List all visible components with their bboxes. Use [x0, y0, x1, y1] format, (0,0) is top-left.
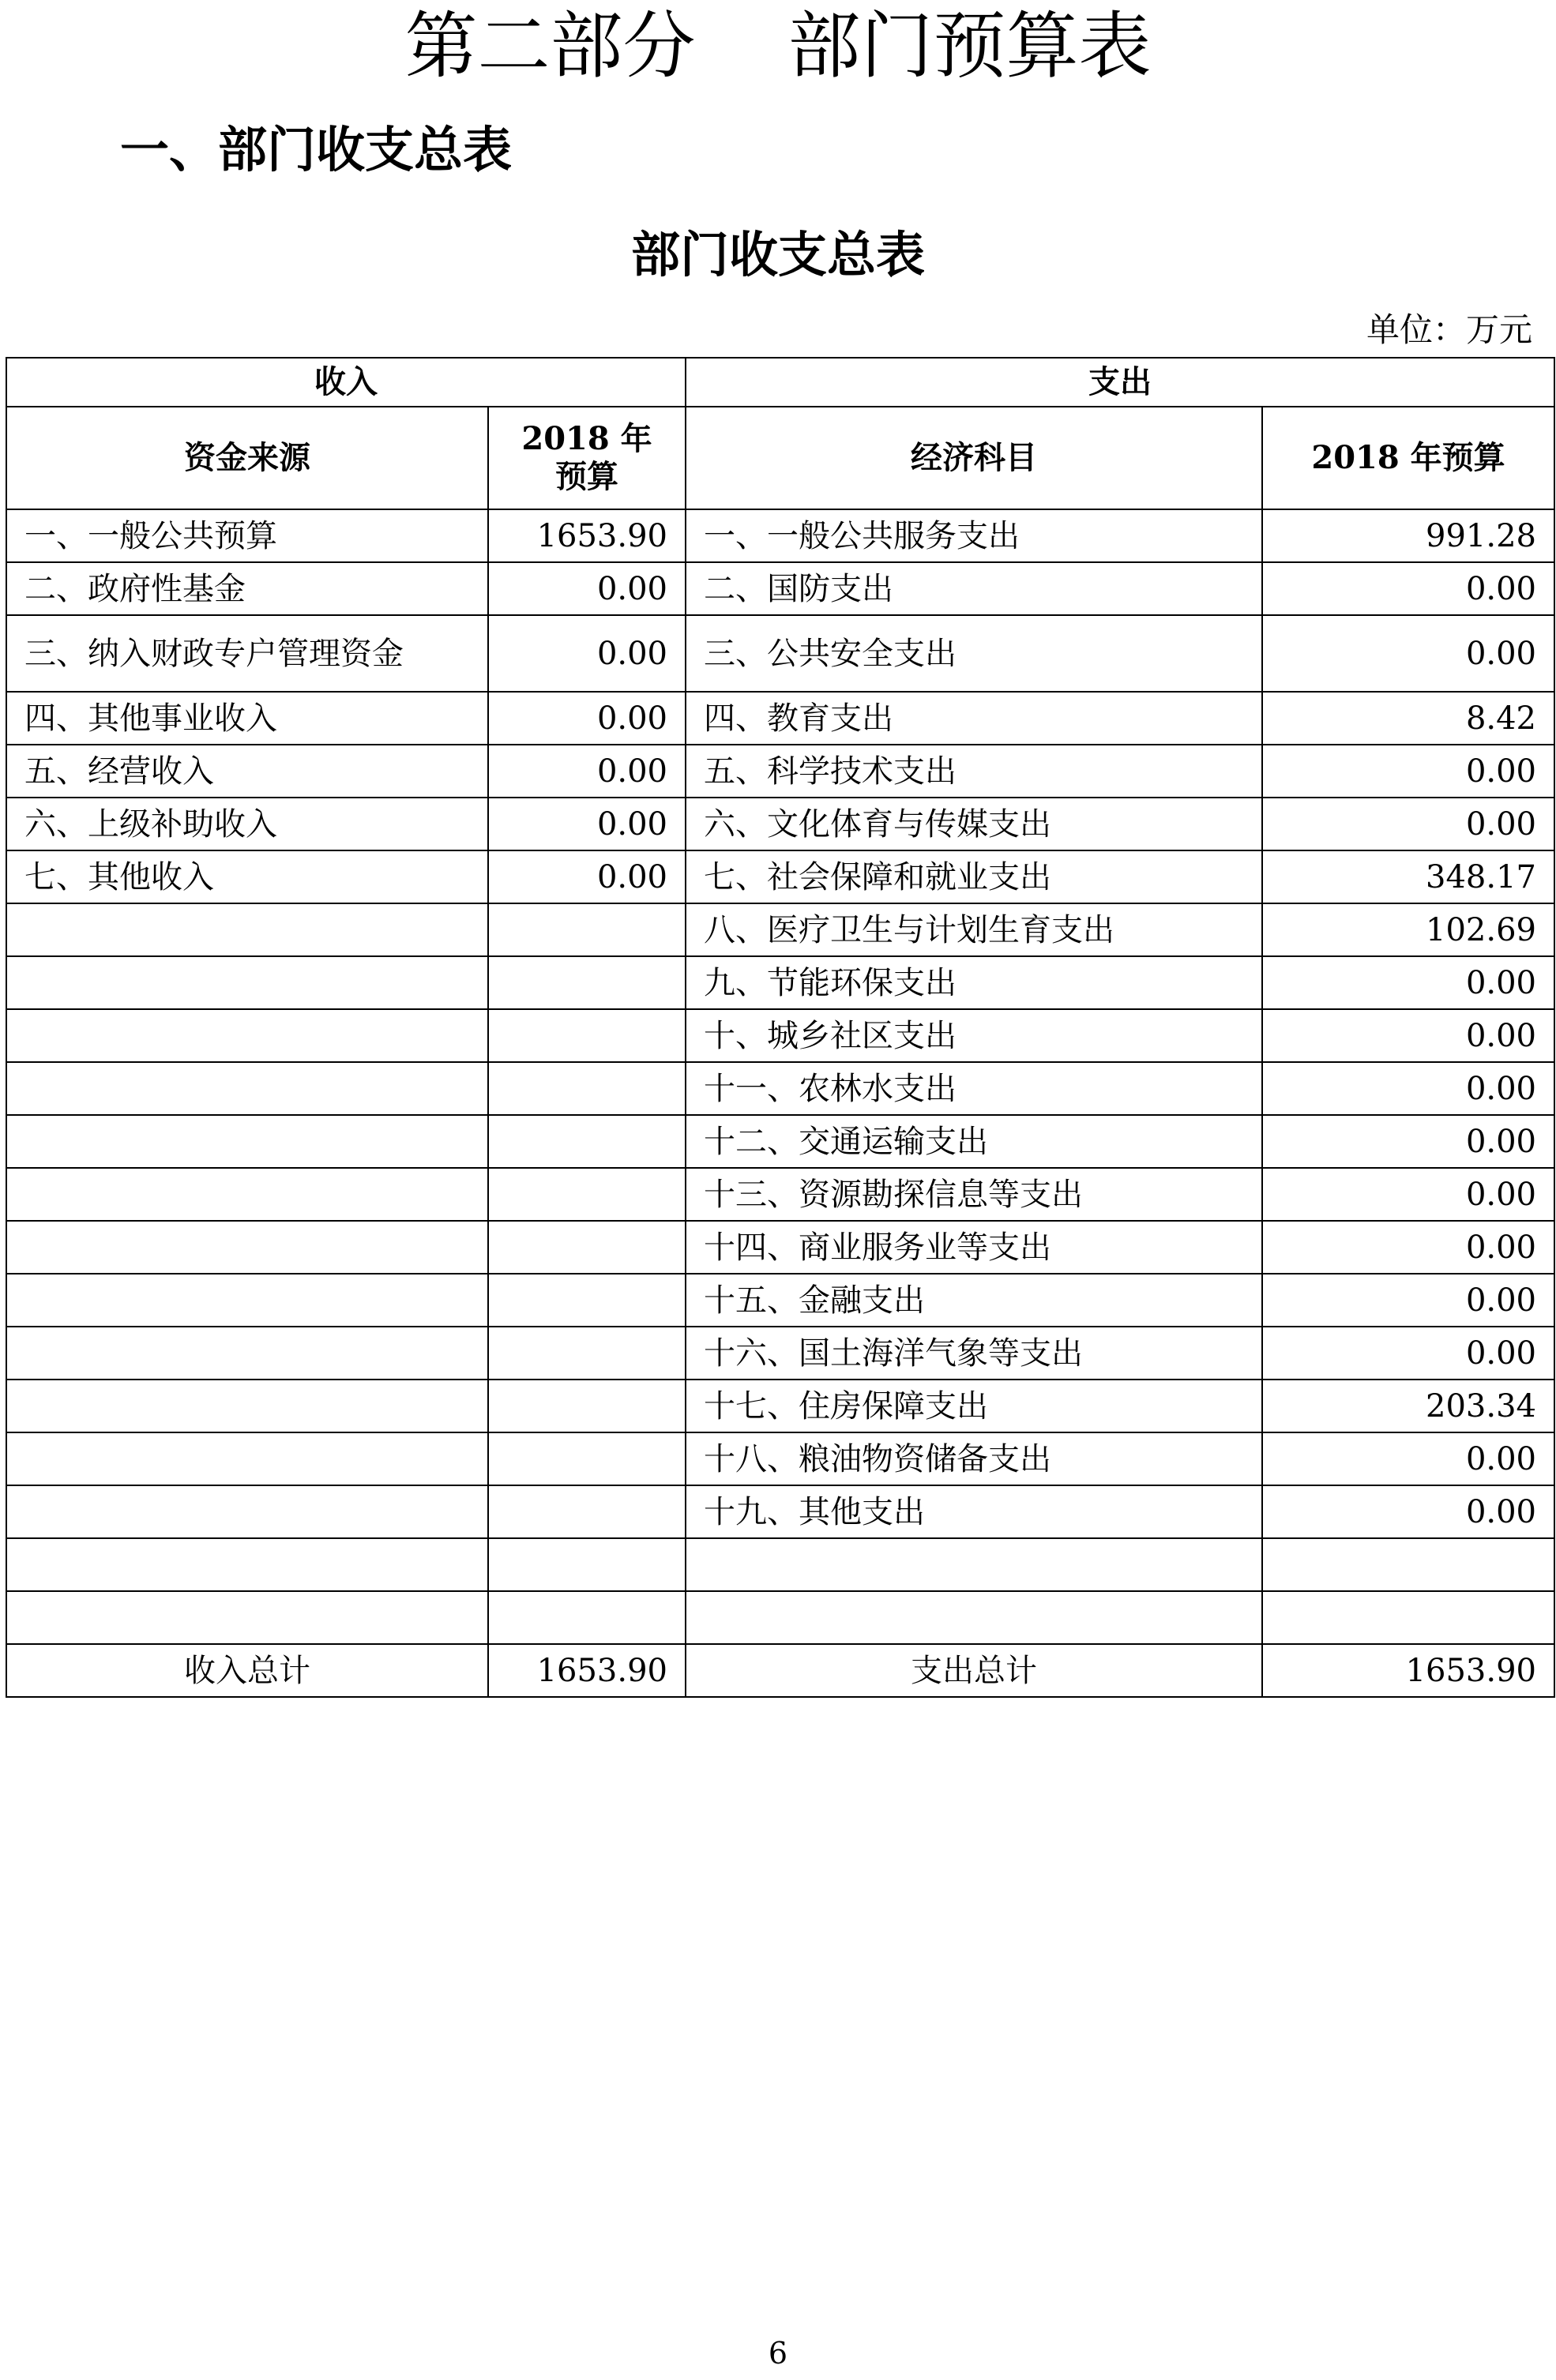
income-value-cell: 0.00 [488, 850, 686, 903]
income-value-cell [488, 1062, 686, 1115]
expense-label-cell: 十、城乡社区支出 [686, 1009, 1262, 1062]
income-label-cell [6, 1009, 488, 1062]
income-value-cell [488, 1432, 686, 1485]
expense-value-cell: 991.28 [1262, 509, 1554, 562]
table-title: 部门收支总表 [630, 226, 925, 283]
expense-value-cell: 0.00 [1262, 1485, 1554, 1538]
table-row [6, 509, 1554, 562]
income-value-cell: 0.00 [488, 615, 686, 692]
income-value-cell [488, 1380, 686, 1432]
expense-label-cell: 十九、其他支出 [686, 1485, 1262, 1538]
table-row [6, 1327, 1554, 1380]
expense-label-cell: 三、公共安全支出 [686, 615, 1262, 692]
income-budget-header: 2018 年预算 [488, 407, 686, 509]
table-row [6, 692, 1554, 745]
table-row [6, 615, 1554, 692]
expense-label-cell [686, 1591, 1262, 1644]
expense-value-cell: 0.00 [1262, 798, 1554, 850]
income-source-header: 资金来源 [6, 407, 488, 509]
expense-value-cell: 102.69 [1262, 903, 1554, 956]
income-label-cell [6, 1485, 488, 1538]
expense-value-cell: 8.42 [1262, 692, 1554, 745]
expense-total-label: 支出总计 [686, 1644, 1262, 1697]
expense-value-cell: 0.00 [1262, 1221, 1554, 1274]
expense-label-cell: 九、节能环保支出 [686, 956, 1262, 1009]
income-label-cell [6, 1432, 488, 1485]
expense-value-cell: 0.00 [1262, 615, 1554, 692]
expense-label-cell: 十二、交通运输支出 [686, 1115, 1262, 1168]
income-label-cell [6, 1274, 488, 1327]
income-label-cell: 五、经营收入 [6, 745, 488, 798]
income-value-cell [488, 956, 686, 1009]
income-label-cell: 六、上级补助收入 [6, 798, 488, 850]
income-value-cell [488, 1538, 686, 1591]
page-number: 6 [768, 2336, 788, 2371]
table-row [6, 1168, 1554, 1221]
income-label-cell [6, 1380, 488, 1432]
expense-value-cell [1262, 1591, 1554, 1644]
expense-value-cell: 0.00 [1262, 745, 1554, 798]
expense-value-cell [1262, 1538, 1554, 1591]
table-group-header-row [6, 358, 1554, 407]
income-value-cell [488, 1221, 686, 1274]
table-row [6, 903, 1554, 956]
income-value-cell [488, 1168, 686, 1221]
income-value-cell: 0.00 [488, 562, 686, 615]
expense-value-cell: 0.00 [1262, 1327, 1554, 1380]
expense-value-cell: 0.00 [1262, 956, 1554, 1009]
expense-value-cell: 0.00 [1262, 562, 1554, 615]
table-row [6, 1380, 1554, 1432]
table-body [6, 509, 1554, 1644]
expense-label-cell: 一、一般公共服务支出 [686, 509, 1262, 562]
income-total-label: 收入总计 [6, 1644, 488, 1697]
expense-label-cell: 十一、农林水支出 [686, 1062, 1262, 1115]
income-label-cell [6, 1538, 488, 1591]
expense-value-cell: 0.00 [1262, 1115, 1554, 1168]
expense-label-cell: 十七、住房保障支出 [686, 1380, 1262, 1432]
income-label-cell [6, 1221, 488, 1274]
income-value-cell [488, 1274, 686, 1327]
section-heading: 一、部门收支总表 [120, 121, 513, 178]
expense-budget-header: 2018 年预算 [1262, 407, 1554, 509]
expense-group-header: 支出 [686, 358, 1554, 407]
income-value-cell [488, 1115, 686, 1168]
expense-value-cell: 0.00 [1262, 1009, 1554, 1062]
expense-label-cell: 十六、国土海洋气象等支出 [686, 1327, 1262, 1380]
income-value-cell: 1653.90 [488, 509, 686, 562]
income-value-cell: 0.00 [488, 745, 686, 798]
table-row [6, 745, 1554, 798]
table-row [6, 798, 1554, 850]
expense-label-cell: 二、国防支出 [686, 562, 1262, 615]
expense-label-cell: 四、教育支出 [686, 692, 1262, 745]
table-row [6, 1115, 1554, 1168]
expense-total-value: 1653.90 [1262, 1644, 1554, 1697]
income-total-value: 1653.90 [488, 1644, 686, 1697]
expense-value-cell: 348.17 [1262, 850, 1554, 903]
table-row [6, 1009, 1554, 1062]
income-value-cell [488, 1327, 686, 1380]
income-label-cell [6, 1062, 488, 1115]
income-label-cell: 一、一般公共预算 [6, 509, 488, 562]
income-label-cell [6, 1327, 488, 1380]
table-row [6, 956, 1554, 1009]
table-row [6, 1591, 1554, 1644]
expense-item-header: 经济科目 [686, 407, 1262, 509]
budget-summary-table [6, 357, 1555, 1698]
income-value-cell [488, 903, 686, 956]
income-value-cell: 0.00 [488, 692, 686, 745]
expense-value-cell: 0.00 [1262, 1168, 1554, 1221]
income-label-cell: 二、政府性基金 [6, 562, 488, 615]
expense-label-cell [686, 1538, 1262, 1591]
income-label-cell [6, 1591, 488, 1644]
income-value-cell [488, 1591, 686, 1644]
expense-label-cell: 十八、粮油物资储备支出 [686, 1432, 1262, 1485]
income-label-cell [6, 956, 488, 1009]
table-row [6, 1432, 1554, 1485]
income-label-cell: 七、其他收入 [6, 850, 488, 903]
expense-label-cell: 十三、资源勘探信息等支出 [686, 1168, 1262, 1221]
table-row [6, 1274, 1554, 1327]
expense-label-cell: 八、医疗卫生与计划生育支出 [686, 903, 1262, 956]
expense-value-cell: 0.00 [1262, 1274, 1554, 1327]
expense-label-cell: 十五、金融支出 [686, 1274, 1262, 1327]
expense-label-cell: 六、文化体育与传媒支出 [686, 798, 1262, 850]
income-label-cell: 四、其他事业收入 [6, 692, 488, 745]
income-value-cell [488, 1485, 686, 1538]
expense-label-cell: 七、社会保障和就业支出 [686, 850, 1262, 903]
table-row [6, 1221, 1554, 1274]
income-label-cell [6, 1115, 488, 1168]
income-label-cell [6, 903, 488, 956]
table-row [6, 1062, 1554, 1115]
table-row [6, 1485, 1554, 1538]
expense-label-cell: 五、科学技术支出 [686, 745, 1262, 798]
income-group-header: 收入 [6, 358, 686, 407]
income-value-cell: 0.00 [488, 798, 686, 850]
table-row [6, 850, 1554, 903]
income-label-cell: 三、纳入财政专户管理资金 [6, 615, 488, 692]
expense-label-cell: 十四、商业服务业等支出 [686, 1221, 1262, 1274]
expense-value-cell: 0.00 [1262, 1062, 1554, 1115]
unit-label: 单位：万元 [1366, 310, 1532, 349]
table-row [6, 1538, 1554, 1591]
income-value-cell [488, 1009, 686, 1062]
expense-value-cell: 0.00 [1262, 1432, 1554, 1485]
table-row [6, 562, 1554, 615]
totals-row [6, 1644, 1554, 1697]
income-label-cell [6, 1168, 488, 1221]
part-title: 第二部分 部门预算表 [404, 4, 1152, 88]
table-column-header-row [6, 407, 1554, 509]
expense-value-cell: 203.34 [1262, 1380, 1554, 1432]
